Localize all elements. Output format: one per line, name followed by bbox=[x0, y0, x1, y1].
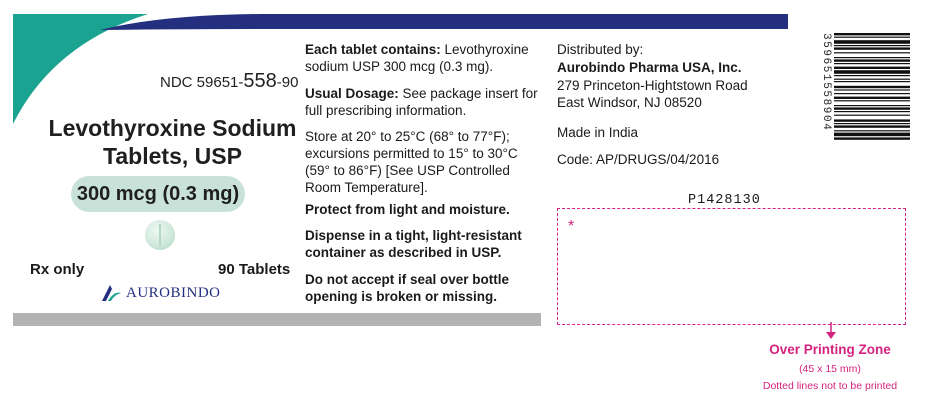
barcode-bar bbox=[834, 137, 910, 139]
ndc-product-code: 558 bbox=[243, 70, 277, 92]
barcode-bar bbox=[834, 40, 910, 44]
usual-dosage: Usual Dosage: See package insert for full prescribing information. bbox=[305, 86, 538, 118]
barcode-bar bbox=[834, 97, 910, 99]
code-label: Code: AP/DRUGS/04/2016 bbox=[557, 152, 720, 167]
distributed-by-label: Distributed by: bbox=[557, 42, 644, 57]
barcode-bar bbox=[834, 123, 910, 124]
gray-band bbox=[13, 313, 541, 326]
aurobindo-logo-text: AUROBINDO bbox=[126, 284, 221, 301]
rx-only-label: Rx only bbox=[30, 261, 85, 278]
barcode-bar bbox=[834, 89, 910, 90]
barcode-bar bbox=[834, 100, 910, 101]
barcode-bar bbox=[834, 67, 910, 69]
tablet-count: 90 Tablets bbox=[218, 261, 291, 278]
product-name-line2: Tablets, USP bbox=[103, 143, 242, 169]
distributor-company: Aurobindo Pharma USA, Inc. bbox=[557, 60, 742, 75]
seal-warning: Do not accept if seal over bottle opening is broken or missing. bbox=[305, 272, 510, 304]
barcode-bar bbox=[834, 107, 910, 109]
barcode-bar bbox=[834, 105, 910, 106]
overprint-zone-title: Over Printing Zone bbox=[769, 342, 891, 357]
overprint-arrow-icon bbox=[824, 322, 838, 340]
barcode-bar bbox=[834, 111, 910, 112]
navy-band bbox=[100, 14, 790, 30]
barcode-bar bbox=[834, 59, 910, 61]
strength-badge: 300 mcg (0.3 mg) bbox=[71, 176, 245, 212]
barcode-bar bbox=[834, 86, 910, 88]
overprint-asterisk: * bbox=[568, 218, 575, 235]
barcode-bar bbox=[834, 119, 910, 121]
product-name bbox=[30, 114, 315, 170]
teal-swoosh bbox=[13, 14, 173, 124]
dispense-instructions: Dispense in a tight, light-resistant container as described in USP. bbox=[305, 228, 522, 260]
overprint-zone-box bbox=[557, 208, 906, 325]
barcode-bar bbox=[834, 70, 910, 74]
distributor-address-line2: East Windsor, NJ 08520 bbox=[557, 95, 702, 110]
lot-code: P1428130 bbox=[688, 193, 761, 208]
barcode-bar bbox=[834, 79, 910, 80]
barcode-bar bbox=[834, 45, 910, 46]
overprint-zone-dimensions: (45 x 15 mm) bbox=[799, 363, 861, 375]
barcode-bar bbox=[834, 93, 910, 94]
barcode-bar bbox=[834, 57, 910, 58]
barcode-digits: 359651558904 bbox=[820, 33, 832, 132]
storage-instructions: Store at 20° to 25°C (68° to 77°F); excursions permitted to 15° to 30°C (59° to 86°F) [See USP Controlled Room Temperature]. bbox=[305, 129, 518, 195]
aurobindo-logo bbox=[100, 283, 221, 303]
distributor-address-line1: 279 Princeton-Hightstown Road bbox=[557, 78, 748, 93]
barcode-bar bbox=[834, 81, 910, 82]
overprint-zone-note: Dotted lines not to be printed bbox=[762, 380, 898, 392]
barcode-bar bbox=[834, 115, 910, 116]
barcode-bar bbox=[834, 52, 910, 53]
barcode bbox=[834, 33, 910, 175]
aurobindo-logo-icon bbox=[100, 283, 122, 303]
barcode-bar bbox=[834, 125, 910, 127]
barcode-bar bbox=[834, 33, 910, 35]
barcode-bar bbox=[834, 75, 910, 76]
barcode-bar bbox=[834, 63, 910, 64]
barcode-bar bbox=[834, 47, 910, 49]
barcode-bar bbox=[834, 133, 910, 137]
ndc-number: NDC 59651-558-90 bbox=[160, 70, 299, 92]
tablet-contents: Each tablet contains: Levothyroxine sodium USP 300 mcg (0.3 mg). bbox=[305, 42, 529, 74]
barcode-bar bbox=[834, 37, 910, 38]
protect-warning: Protect from light and moisture. bbox=[305, 202, 510, 217]
tablet-image bbox=[145, 220, 175, 250]
barcode-bar bbox=[834, 130, 910, 131]
made-in-label: Made in India bbox=[557, 125, 639, 140]
product-name-line1: Levothyroxine Sodium bbox=[48, 115, 297, 141]
